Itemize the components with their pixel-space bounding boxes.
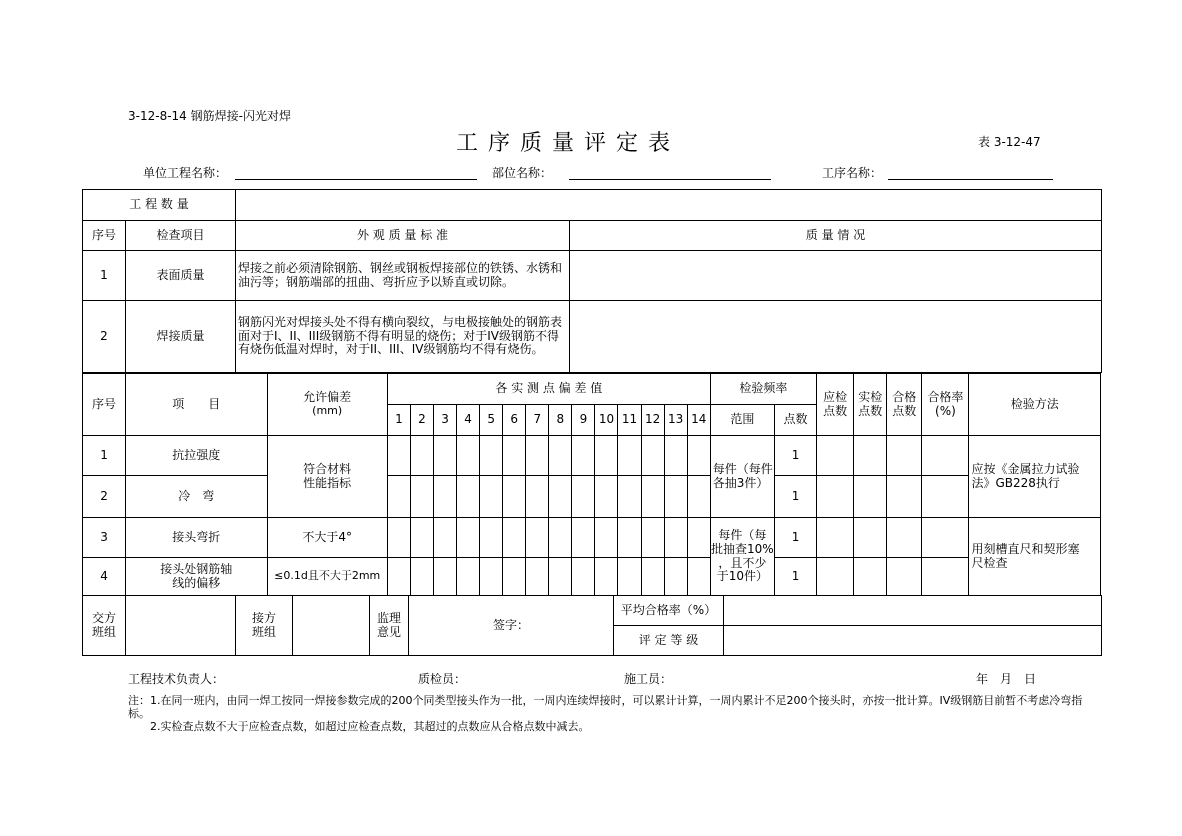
table-row bbox=[83, 558, 1101, 596]
point-number: 7 bbox=[526, 405, 549, 436]
should-cell[interactable] bbox=[817, 476, 854, 518]
point-cell[interactable] bbox=[480, 558, 503, 596]
col-range: 范围 bbox=[710, 405, 774, 436]
point-cell[interactable] bbox=[549, 558, 572, 596]
pass-cell[interactable] bbox=[887, 436, 922, 476]
row-status-cell[interactable] bbox=[570, 301, 1102, 373]
row-item: 接头弯折 bbox=[126, 518, 267, 558]
point-number: 12 bbox=[641, 405, 664, 436]
method-12-l1: 应按《金属拉力试验 bbox=[971, 461, 1080, 476]
point-number: 8 bbox=[549, 405, 572, 436]
pass-cell[interactable] bbox=[887, 518, 922, 558]
supervisor-l1: 监理 bbox=[376, 610, 401, 625]
process-label: 工序名称： bbox=[822, 166, 883, 180]
point-cell[interactable] bbox=[687, 476, 710, 518]
process-field[interactable] bbox=[888, 179, 1053, 180]
page-title: 工序质量评定表 bbox=[456, 131, 681, 156]
should-cell[interactable] bbox=[817, 558, 854, 596]
avg-pass-rate-field[interactable] bbox=[724, 596, 1102, 626]
point-cell[interactable] bbox=[433, 476, 456, 518]
point-number: 6 bbox=[503, 405, 526, 436]
row-item: 冷 弯 bbox=[126, 476, 267, 518]
col-count: 点数 bbox=[774, 405, 816, 436]
col-seq: 序号 bbox=[83, 374, 126, 436]
row-count: 1 bbox=[774, 518, 816, 558]
tolerance-material-l1: 符合材料 bbox=[303, 461, 352, 476]
point-cell[interactable] bbox=[503, 558, 526, 596]
point-cell[interactable] bbox=[410, 518, 433, 558]
point-number: 11 bbox=[618, 405, 641, 436]
point-cell[interactable] bbox=[664, 476, 687, 518]
rate-cell[interactable] bbox=[922, 476, 969, 518]
appearance-quality-table bbox=[82, 189, 1102, 373]
point-cell[interactable] bbox=[641, 436, 664, 476]
handover-l2: 班组 bbox=[91, 624, 116, 639]
point-cell[interactable] bbox=[526, 518, 549, 558]
row-count: 1 bbox=[774, 558, 816, 596]
range-12-l2: 各抽3件） bbox=[712, 475, 769, 490]
point-cell[interactable] bbox=[457, 476, 480, 518]
actual-cell[interactable] bbox=[854, 558, 887, 596]
table-number: 表 3-12-47 bbox=[978, 135, 1041, 149]
point-number: 14 bbox=[687, 405, 710, 436]
tolerance-bend: 不大于4° bbox=[267, 518, 387, 558]
row-standard: 焊接之前必须清除钢筋、钢丝或钢板焊接部位的铁锈、水锈和油污等；钢筋端部的扭曲、弯折应予以矫直或切除。 bbox=[236, 251, 570, 301]
supervisor-opinion-label bbox=[370, 596, 409, 656]
row-item: 焊接质量 bbox=[126, 301, 236, 373]
point-cell[interactable] bbox=[572, 476, 595, 518]
point-cell[interactable] bbox=[480, 518, 503, 558]
method-12-l2: 法》GB228执行 bbox=[971, 475, 1060, 490]
range-12-l1: 每件（每件 bbox=[712, 461, 773, 476]
supervisor-l2: 意见 bbox=[376, 624, 401, 639]
signature-field[interactable]: 签字： bbox=[409, 596, 614, 656]
point-cell[interactable] bbox=[387, 518, 410, 558]
col-actual-l1: 实检 bbox=[858, 389, 883, 404]
point-cell[interactable] bbox=[664, 436, 687, 476]
row-item: 抗拉强度 bbox=[126, 436, 267, 476]
col-rate-l1: 合格率 bbox=[927, 389, 964, 404]
col-tolerance-l2: (mm) bbox=[312, 404, 343, 418]
point-cell[interactable] bbox=[387, 436, 410, 476]
row-item bbox=[126, 558, 267, 596]
col-quality-status: 质 量 情 况 bbox=[570, 221, 1102, 251]
receiver-team-field[interactable] bbox=[293, 596, 370, 656]
receiver-l2: 班组 bbox=[251, 624, 276, 639]
rate-cell[interactable] bbox=[922, 436, 969, 476]
point-cell[interactable] bbox=[526, 558, 549, 596]
point-cell[interactable] bbox=[641, 558, 664, 596]
row-seq: 3 bbox=[83, 518, 126, 558]
point-cell[interactable] bbox=[410, 436, 433, 476]
worker-label: 施工员： bbox=[624, 672, 673, 686]
point-cell[interactable] bbox=[595, 518, 618, 558]
point-cell[interactable] bbox=[641, 518, 664, 558]
col-tolerance bbox=[267, 374, 387, 436]
point-cell[interactable] bbox=[457, 558, 480, 596]
row-item-l1: 接头处钢筋轴 bbox=[160, 561, 233, 576]
point-cell[interactable] bbox=[480, 436, 503, 476]
row-seq: 2 bbox=[83, 476, 126, 518]
point-cell[interactable] bbox=[687, 558, 710, 596]
point-cell[interactable] bbox=[503, 518, 526, 558]
table-row bbox=[83, 301, 1102, 373]
point-cell[interactable] bbox=[549, 476, 572, 518]
part-label: 部位名称： bbox=[492, 166, 553, 180]
point-cell[interactable] bbox=[457, 518, 480, 558]
point-cell[interactable] bbox=[410, 476, 433, 518]
table-row bbox=[83, 436, 1101, 476]
actual-cell[interactable] bbox=[854, 518, 887, 558]
point-cell[interactable] bbox=[526, 436, 549, 476]
row-status-cell[interactable] bbox=[570, 251, 1102, 301]
col-pass-rate bbox=[922, 374, 969, 436]
point-cell[interactable] bbox=[503, 476, 526, 518]
handover-team-field[interactable] bbox=[126, 596, 236, 656]
quantity-label: 工 程 数 量 bbox=[83, 190, 236, 221]
col-method: 检验方法 bbox=[969, 374, 1101, 436]
point-cell[interactable] bbox=[503, 436, 526, 476]
range-each-piece bbox=[710, 436, 774, 518]
point-cell[interactable] bbox=[641, 476, 664, 518]
col-standard: 外 观 质 量 标 准 bbox=[236, 221, 570, 251]
grade-label: 评 定 等 级 bbox=[614, 626, 724, 656]
point-cell[interactable] bbox=[595, 476, 618, 518]
tolerance-material bbox=[267, 436, 387, 518]
grade-field[interactable] bbox=[724, 626, 1102, 656]
point-cell[interactable] bbox=[526, 476, 549, 518]
col-tolerance-l1: 允许偏差 bbox=[303, 390, 352, 405]
method-ruler bbox=[969, 518, 1101, 596]
part-field[interactable] bbox=[569, 179, 771, 180]
col-item: 项 目 bbox=[126, 374, 267, 436]
range-34-l1: 每件（每 bbox=[718, 527, 767, 542]
col-should-check bbox=[817, 374, 854, 436]
point-cell[interactable] bbox=[457, 436, 480, 476]
rate-cell[interactable] bbox=[922, 518, 969, 558]
pass-cell[interactable] bbox=[887, 476, 922, 518]
point-cell[interactable] bbox=[572, 518, 595, 558]
note-2: 2.实检查点数不大于应检查点数，如超过应检查点数，其超过的点数应从合格点数中减去。 bbox=[150, 720, 590, 733]
avg-pass-rate-label: 平均合格率（%） bbox=[614, 596, 724, 626]
col-rate-l2: (%) bbox=[935, 403, 956, 418]
point-cell[interactable] bbox=[410, 558, 433, 596]
row-seq: 2 bbox=[83, 301, 126, 373]
deviation-table bbox=[82, 373, 1101, 596]
unit-project-field[interactable] bbox=[235, 179, 477, 180]
row-standard: 钢筋闪光对焊接头处不得有横向裂纹，与电极接触处的钢筋表面对于I、II、III级钢筋不得有明显的烧伤；对于IV级钢筋不得有烧伤低温对焊时，对于II、III、IV级钢筋均不得有烧伤。 bbox=[236, 301, 570, 373]
col-actual-l2: 点数 bbox=[858, 403, 883, 418]
row-item-l2: 线的偏移 bbox=[172, 575, 221, 590]
tech-lead-label: 工程技术负责人： bbox=[128, 672, 225, 686]
point-number: 4 bbox=[457, 405, 480, 436]
tolerance-material-l2: 性能指标 bbox=[303, 475, 352, 490]
range-batch bbox=[710, 518, 774, 596]
point-number: 13 bbox=[664, 405, 687, 436]
point-cell[interactable] bbox=[618, 518, 641, 558]
unit-project-label: 单位工程名称： bbox=[143, 166, 228, 180]
point-cell[interactable] bbox=[433, 518, 456, 558]
point-number: 10 bbox=[595, 405, 618, 436]
col-seq: 序号 bbox=[83, 221, 126, 251]
col-should-l2: 点数 bbox=[823, 403, 848, 418]
table-row bbox=[83, 476, 1101, 518]
pass-cell[interactable] bbox=[887, 558, 922, 596]
point-number: 2 bbox=[410, 405, 433, 436]
point-cell[interactable] bbox=[572, 558, 595, 596]
actual-cell[interactable] bbox=[854, 476, 887, 518]
col-actual-check bbox=[854, 374, 887, 436]
row-seq: 1 bbox=[83, 251, 126, 301]
should-cell[interactable] bbox=[817, 518, 854, 558]
table-row bbox=[83, 518, 1101, 558]
actual-cell[interactable] bbox=[854, 436, 887, 476]
col-frequency: 检验频率 bbox=[710, 374, 816, 405]
signature-table bbox=[82, 595, 1102, 656]
inspector-label: 质检员： bbox=[418, 672, 467, 686]
col-pass-points bbox=[887, 374, 922, 436]
row-count: 1 bbox=[774, 436, 816, 476]
point-number: 5 bbox=[480, 405, 503, 436]
row-item: 表面质量 bbox=[126, 251, 236, 301]
point-cell[interactable] bbox=[572, 436, 595, 476]
range-34-l2: 批抽查10% bbox=[711, 541, 774, 556]
table-row bbox=[83, 251, 1102, 301]
receiver-team-label bbox=[236, 596, 293, 656]
point-cell[interactable] bbox=[433, 558, 456, 596]
point-cell[interactable] bbox=[618, 558, 641, 596]
method-tensile bbox=[969, 436, 1101, 518]
form-code: 3-12-8-14 钢筋焊接-闪光对焊 bbox=[128, 109, 291, 123]
row-count: 1 bbox=[774, 476, 816, 518]
method-34-l1: 用刻槽直尺和契形塞 bbox=[971, 541, 1080, 556]
date-label: 年 月 日 bbox=[976, 672, 1037, 686]
point-number: 9 bbox=[572, 405, 595, 436]
point-number: 1 bbox=[387, 405, 410, 436]
receiver-l1: 接方 bbox=[251, 610, 276, 625]
point-cell[interactable] bbox=[687, 518, 710, 558]
quantity-field[interactable] bbox=[236, 190, 1102, 221]
point-cell[interactable] bbox=[618, 436, 641, 476]
rate-cell[interactable] bbox=[922, 558, 969, 596]
col-pass-l2: 点数 bbox=[892, 403, 917, 418]
point-cell[interactable] bbox=[387, 558, 410, 596]
row-seq: 1 bbox=[83, 436, 126, 476]
range-34-l3: ，且不少 bbox=[718, 555, 767, 570]
point-cell[interactable] bbox=[664, 558, 687, 596]
point-cell[interactable] bbox=[595, 436, 618, 476]
method-34-l2: 尺检查 bbox=[971, 555, 1008, 570]
should-cell[interactable] bbox=[817, 436, 854, 476]
col-pass-l1: 合格 bbox=[892, 389, 917, 404]
point-cell[interactable] bbox=[387, 476, 410, 518]
row-seq: 4 bbox=[83, 558, 126, 596]
point-cell[interactable] bbox=[687, 436, 710, 476]
point-cell[interactable] bbox=[480, 476, 503, 518]
col-measured-points: 各 实 测 点 偏 差 值 bbox=[387, 374, 710, 405]
point-cell[interactable] bbox=[549, 436, 572, 476]
point-cell[interactable] bbox=[595, 558, 618, 596]
col-should-l1: 应检 bbox=[823, 389, 848, 404]
point-cell[interactable] bbox=[618, 476, 641, 518]
handover-team-label bbox=[83, 596, 126, 656]
handover-l1: 交方 bbox=[91, 610, 116, 625]
range-34-l4: 于10件） bbox=[716, 569, 768, 584]
col-check-item: 检查项目 bbox=[126, 221, 236, 251]
note-1: 注：1.在同一班内，由同一焊工按同一焊接参数完成的200个同类型接头作为一批，一周内连续焊接时，可以累计计算，一周内累计不足200个接头时，亦按一批计算。IV级钢筋目前暂不考虑冷弯指标。 bbox=[128, 694, 1083, 720]
point-number: 3 bbox=[433, 405, 456, 436]
point-cell[interactable] bbox=[664, 518, 687, 558]
point-cell[interactable] bbox=[549, 518, 572, 558]
tolerance-offset: ≤0.1d且不大于2mm bbox=[267, 558, 387, 596]
point-cell[interactable] bbox=[433, 436, 456, 476]
